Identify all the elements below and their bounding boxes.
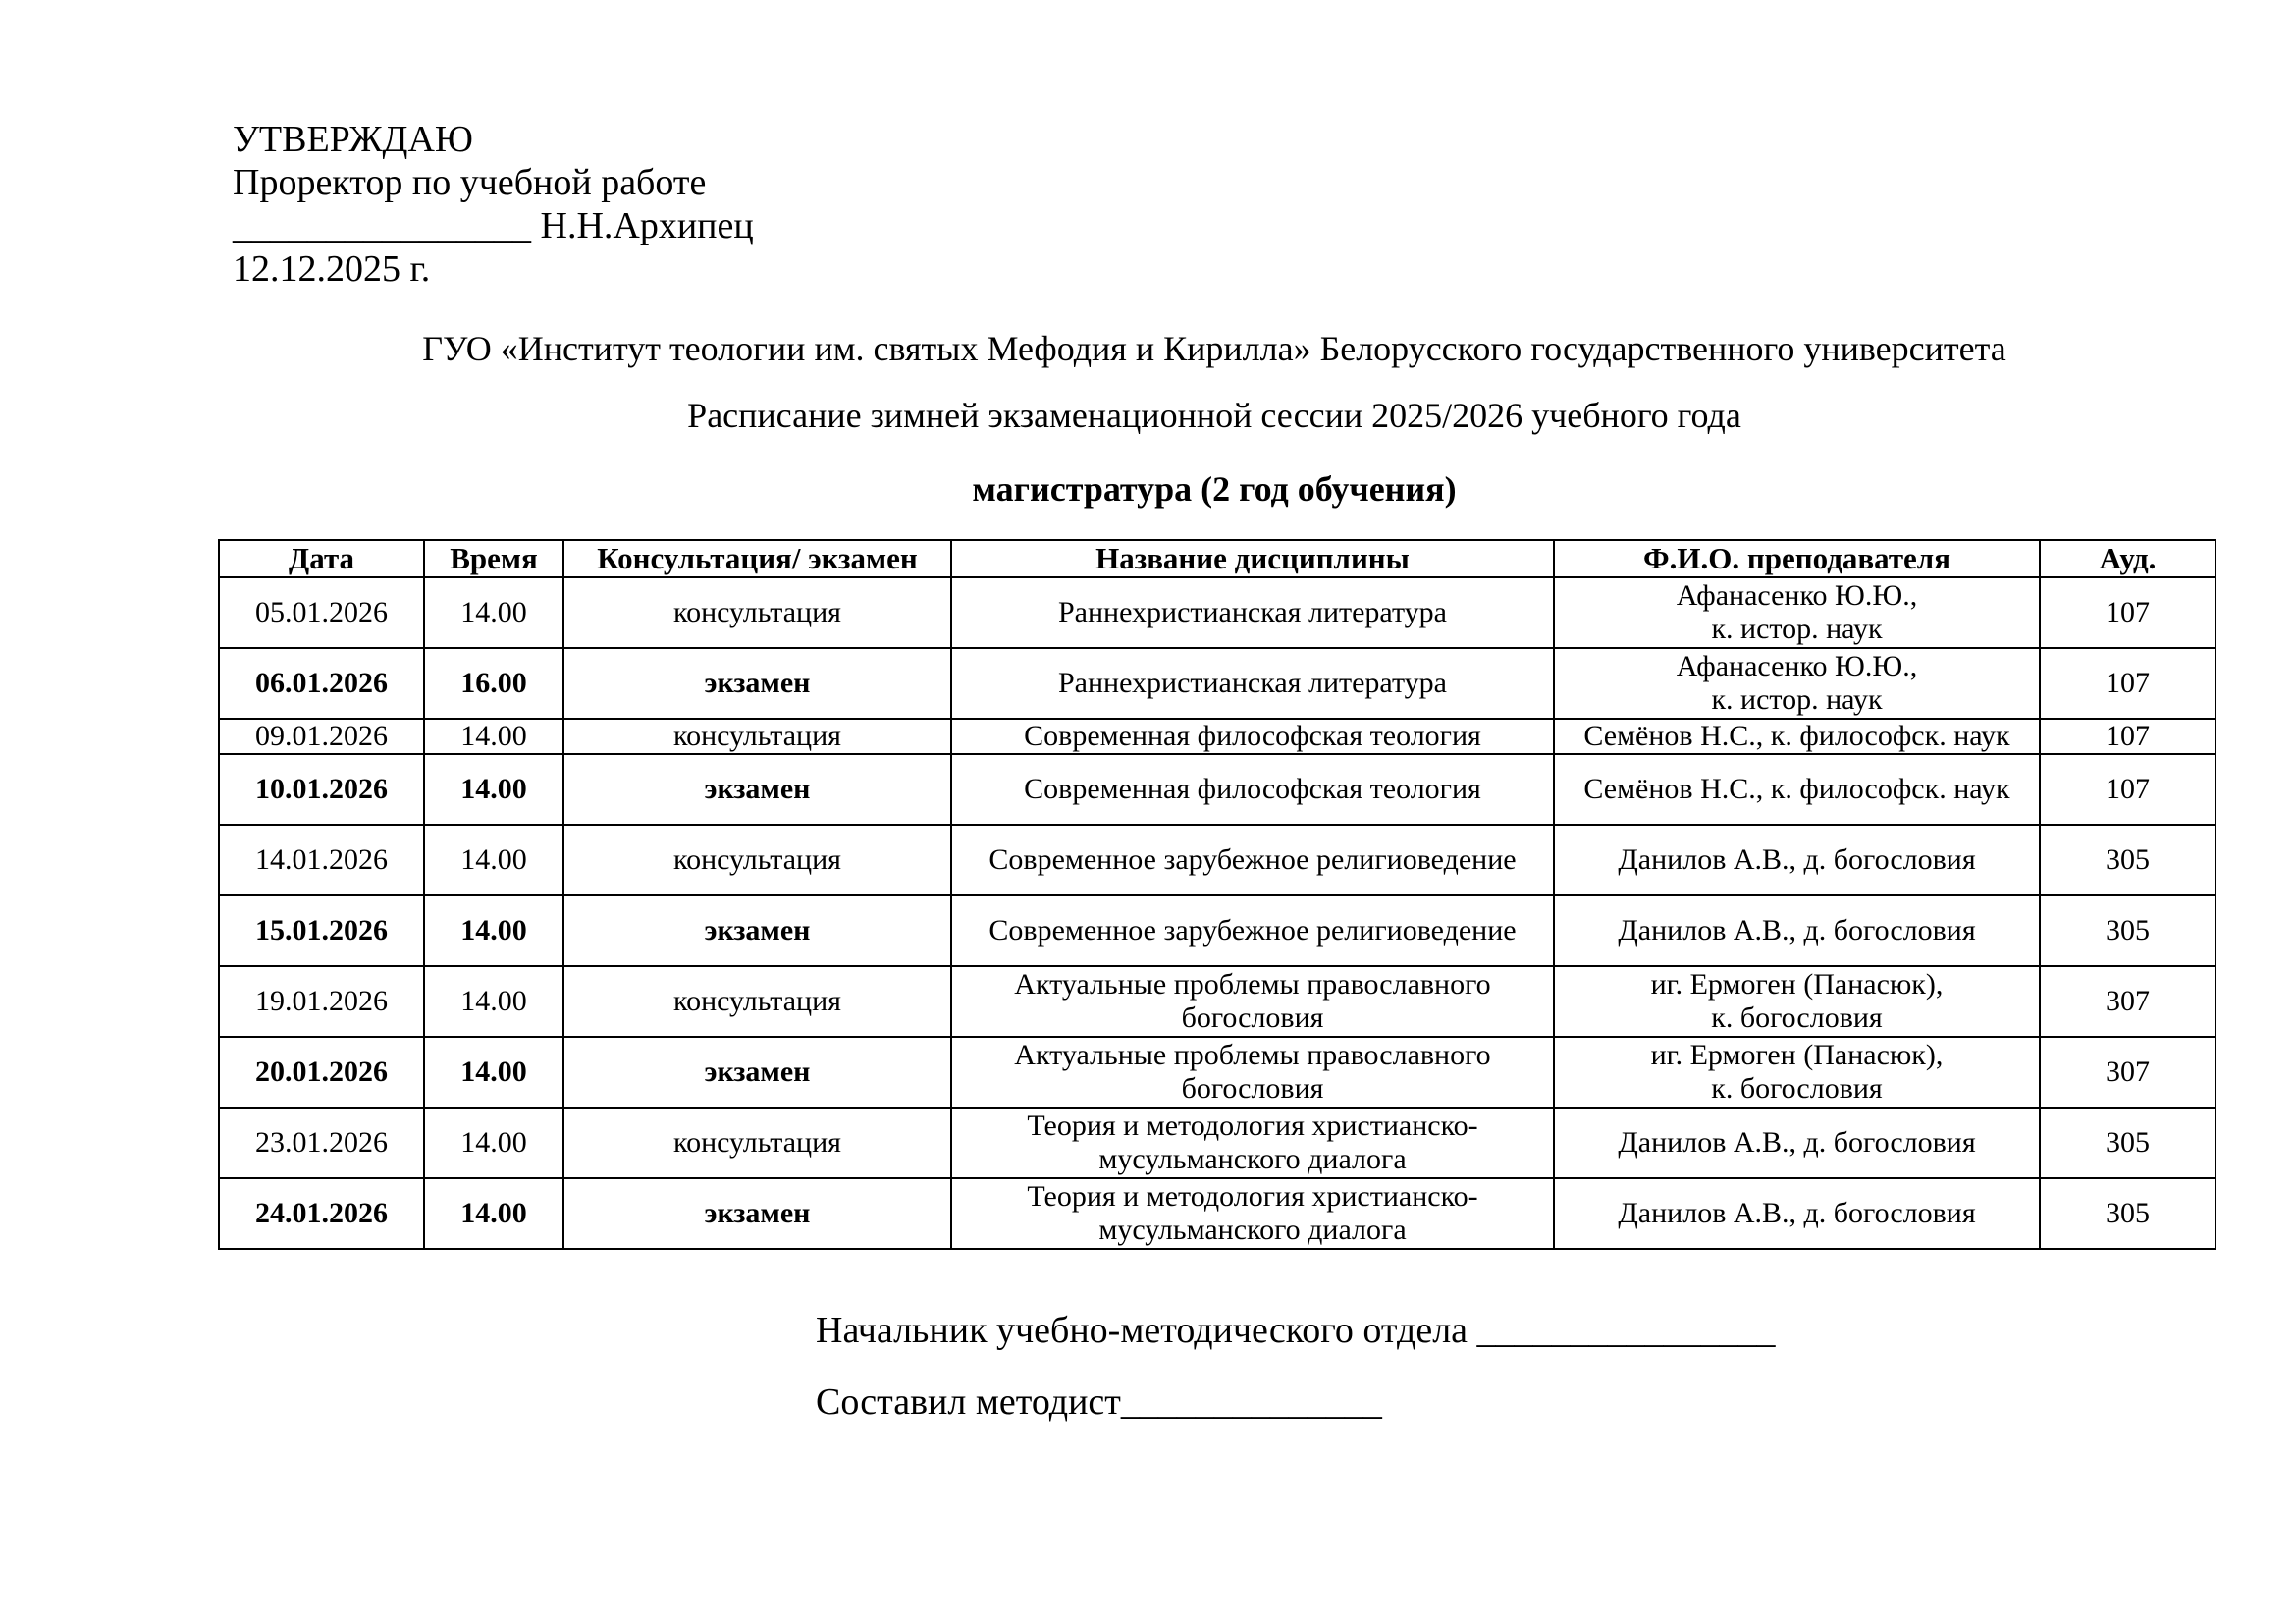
cell-subject	[951, 966, 1554, 1037]
table-row	[219, 648, 2216, 719]
cell-date	[219, 966, 424, 1037]
cell-subject-text: Современная философская теология	[1024, 773, 1481, 805]
cell-room-text: 107	[2106, 667, 2150, 699]
table-row	[219, 1178, 2216, 1249]
cell-teacher-text: Семёнов Н.С., к. философск. наук	[1583, 720, 2010, 752]
cell-subject	[951, 1037, 1554, 1108]
cell-teacher	[1554, 754, 2040, 825]
cell-teacher-text: иг. Ермоген (Панасюк),	[1650, 968, 1944, 1001]
cell-subject	[951, 825, 1554, 895]
cell-teacher-text: Данилов А.В., д. богословия	[1618, 914, 1976, 947]
cell-room	[2040, 895, 2216, 966]
cell-subject	[951, 648, 1554, 719]
cell-subject	[951, 754, 1554, 825]
cell-teacher-text: Данилов А.В., д. богословия	[1618, 1126, 1976, 1159]
cell-subject-text: Раннехристианская литература	[1057, 596, 1447, 628]
cell-type-text: консультация	[673, 720, 841, 752]
cell-date-text: 15.01.2026	[255, 914, 388, 947]
table-row	[219, 895, 2216, 966]
cell-teacher	[1554, 1037, 2040, 1108]
cell-teacher-text: Данилов А.В., д. богословия	[1618, 843, 1976, 876]
cell-time	[424, 648, 563, 719]
cell-subject-text: Современное зарубежное религиоведение	[988, 914, 1517, 947]
cell-teacher-text: к. богословия	[1711, 1001, 1883, 1034]
cell-room	[2040, 648, 2216, 719]
column-header-room: Ауд.	[2040, 540, 2216, 577]
approval-date: 12.12.2025 г.	[233, 248, 431, 290]
cell-room	[2040, 966, 2216, 1037]
cell-date	[219, 895, 424, 966]
cell-date-text: 06.01.2026	[255, 667, 388, 699]
cell-room-text: 107	[2106, 773, 2150, 805]
cell-subject-text: Теория и методология христианско-	[1027, 1180, 1478, 1213]
cell-time	[424, 895, 563, 966]
cell-subject-text: Актуальные проблемы православного	[1014, 968, 1491, 1001]
cell-time-text: 14.00	[460, 596, 527, 628]
cell-time	[424, 1037, 563, 1108]
cell-teacher-text: Семёнов Н.С., к. философск. наук	[1583, 773, 2010, 805]
cell-date	[219, 1037, 424, 1108]
cell-teacher-text: иг. Ермоген (Панасюк),	[1650, 1039, 1944, 1071]
cell-type	[563, 719, 951, 754]
cell-time	[424, 1178, 563, 1249]
cell-teacher-text: к. истор. наук	[1711, 613, 1883, 645]
cell-type-text: экзамен	[704, 1056, 811, 1088]
cell-time-text: 14.00	[460, 1197, 527, 1229]
table-row	[219, 719, 2216, 754]
exam-schedule-table	[218, 539, 2216, 1250]
cell-room-text: 305	[2106, 1197, 2150, 1229]
cell-room-text: 307	[2106, 985, 2150, 1017]
approval-signature-line: ________________ Н.Н.Архипец	[233, 205, 754, 246]
table-row	[219, 577, 2216, 648]
cell-room-text: 305	[2106, 1126, 2150, 1159]
cell-subject-text: Современная философская теология	[1024, 720, 1481, 752]
cell-date-text: 20.01.2026	[255, 1056, 388, 1088]
table-row	[219, 825, 2216, 895]
cell-teacher-text: Афанасенко Ю.Ю.,	[1676, 650, 1918, 682]
cell-room	[2040, 825, 2216, 895]
cell-type-text: экзамен	[704, 773, 811, 805]
compiler-signature: Составил методист______________	[816, 1381, 1382, 1423]
approval-block	[233, 118, 754, 291]
cell-room	[2040, 577, 2216, 648]
cell-time-text: 14.00	[460, 720, 527, 752]
cell-time-text: 14.00	[460, 1056, 527, 1088]
cell-type	[563, 1037, 951, 1108]
cell-type	[563, 895, 951, 966]
cell-date	[219, 577, 424, 648]
cell-type	[563, 1108, 951, 1178]
column-header-type: Консультация/ экзамен	[563, 540, 951, 577]
cell-date	[219, 1108, 424, 1178]
cell-type-text: экзамен	[704, 667, 811, 699]
cell-date	[219, 719, 424, 754]
cell-teacher-text: к. истор. наук	[1711, 683, 1883, 716]
cell-teacher-text: Афанасенко Ю.Ю.,	[1676, 579, 1918, 612]
table-header-row	[219, 540, 2216, 577]
cell-teacher	[1554, 577, 2040, 648]
cell-subject	[951, 1108, 1554, 1178]
cell-subject-text: Современное зарубежное религиоведение	[988, 843, 1517, 876]
cell-subject-text: богословия	[1181, 1001, 1324, 1034]
cell-time	[424, 577, 563, 648]
cell-date-text: 19.01.2026	[255, 985, 388, 1017]
cell-room	[2040, 1037, 2216, 1108]
cell-subject-text: мусульманского диалога	[1098, 1214, 1407, 1246]
schedule-title: Расписание зимней экзаменационной сессии 2025/2026 учебного года	[687, 396, 1741, 435]
cell-time-text: 16.00	[460, 667, 527, 699]
cell-subject	[951, 1178, 1554, 1249]
cell-room-text: 307	[2106, 1056, 2150, 1088]
cell-date-text: 14.01.2026	[255, 843, 388, 876]
cell-teacher	[1554, 966, 2040, 1037]
cell-type	[563, 577, 951, 648]
cell-time	[424, 966, 563, 1037]
cell-time	[424, 825, 563, 895]
cell-type-text: экзамен	[704, 1197, 811, 1229]
cell-time-text: 14.00	[460, 985, 527, 1017]
cell-type-text: консультация	[673, 843, 841, 876]
column-header-teacher: Ф.И.О. преподавателя	[1554, 540, 2040, 577]
cell-teacher	[1554, 1108, 2040, 1178]
cell-time-text: 14.00	[460, 914, 527, 947]
cell-room	[2040, 754, 2216, 825]
cell-type-text: консультация	[673, 596, 841, 628]
cell-teacher-text: Данилов А.В., д. богословия	[1618, 1197, 1976, 1229]
cell-type-text: консультация	[673, 1126, 841, 1159]
cell-teacher-text: к. богословия	[1711, 1072, 1883, 1105]
cell-room	[2040, 719, 2216, 754]
cell-room	[2040, 1108, 2216, 1178]
cell-room-text: 305	[2106, 914, 2150, 947]
table-row	[219, 1037, 2216, 1108]
cell-time-text: 14.00	[460, 1126, 527, 1159]
cell-room-text: 107	[2106, 720, 2150, 752]
cell-date	[219, 648, 424, 719]
cell-date-text: 23.01.2026	[255, 1126, 388, 1159]
cell-subject	[951, 577, 1554, 648]
table-row	[219, 966, 2216, 1037]
cell-teacher	[1554, 1178, 2040, 1249]
column-header-subject: Название дисциплины	[951, 540, 1554, 577]
cell-date-text: 24.01.2026	[255, 1197, 388, 1229]
head-of-department-signature: Начальник учебно-методического отдела ________________	[816, 1310, 1776, 1351]
cell-type-text: экзамен	[704, 914, 811, 947]
cell-time	[424, 719, 563, 754]
cell-date	[219, 825, 424, 895]
cell-subject-text: богословия	[1181, 1072, 1324, 1105]
cell-room	[2040, 1178, 2216, 1249]
approval-title: УТВЕРЖДАЮ	[233, 119, 473, 160]
cell-room-text: 107	[2106, 596, 2150, 628]
column-header-date: Дата	[219, 540, 424, 577]
cell-type	[563, 754, 951, 825]
cell-date	[219, 1178, 424, 1249]
cell-time-text: 14.00	[460, 773, 527, 805]
table-row	[219, 754, 2216, 825]
cell-type-text: консультация	[673, 985, 841, 1017]
cell-date-text: 05.01.2026	[255, 596, 388, 628]
column-header-time: Время	[424, 540, 563, 577]
cell-teacher	[1554, 895, 2040, 966]
cell-subject-text: Раннехристианская литература	[1057, 667, 1447, 699]
cell-subject-text: Теория и методология христианско-	[1027, 1110, 1478, 1142]
cell-date	[219, 754, 424, 825]
cell-subject-text: Актуальные проблемы православного	[1014, 1039, 1491, 1071]
cell-type	[563, 1178, 951, 1249]
cell-type	[563, 648, 951, 719]
approval-position: Проректор по учебной работе	[233, 162, 707, 203]
cell-type	[563, 825, 951, 895]
cell-subject	[951, 895, 1554, 966]
cell-time-text: 14.00	[460, 843, 527, 876]
cell-subject	[951, 719, 1554, 754]
cell-type	[563, 966, 951, 1037]
cell-teacher	[1554, 719, 2040, 754]
cell-teacher	[1554, 648, 2040, 719]
cell-time	[424, 1108, 563, 1178]
cell-subject-text: мусульманского диалога	[1098, 1143, 1407, 1175]
cell-date-text: 09.01.2026	[255, 720, 388, 752]
cell-room-text: 305	[2106, 843, 2150, 876]
cell-time	[424, 754, 563, 825]
cell-teacher	[1554, 825, 2040, 895]
table-row	[219, 1108, 2216, 1178]
program-title: магистратура (2 год обучения)	[972, 469, 1457, 509]
institution-name: ГУО «Институт теологии им. святых Мефодия и Кирилла» Белорусского государственного университета	[422, 329, 2006, 368]
cell-date-text: 10.01.2026	[255, 773, 388, 805]
